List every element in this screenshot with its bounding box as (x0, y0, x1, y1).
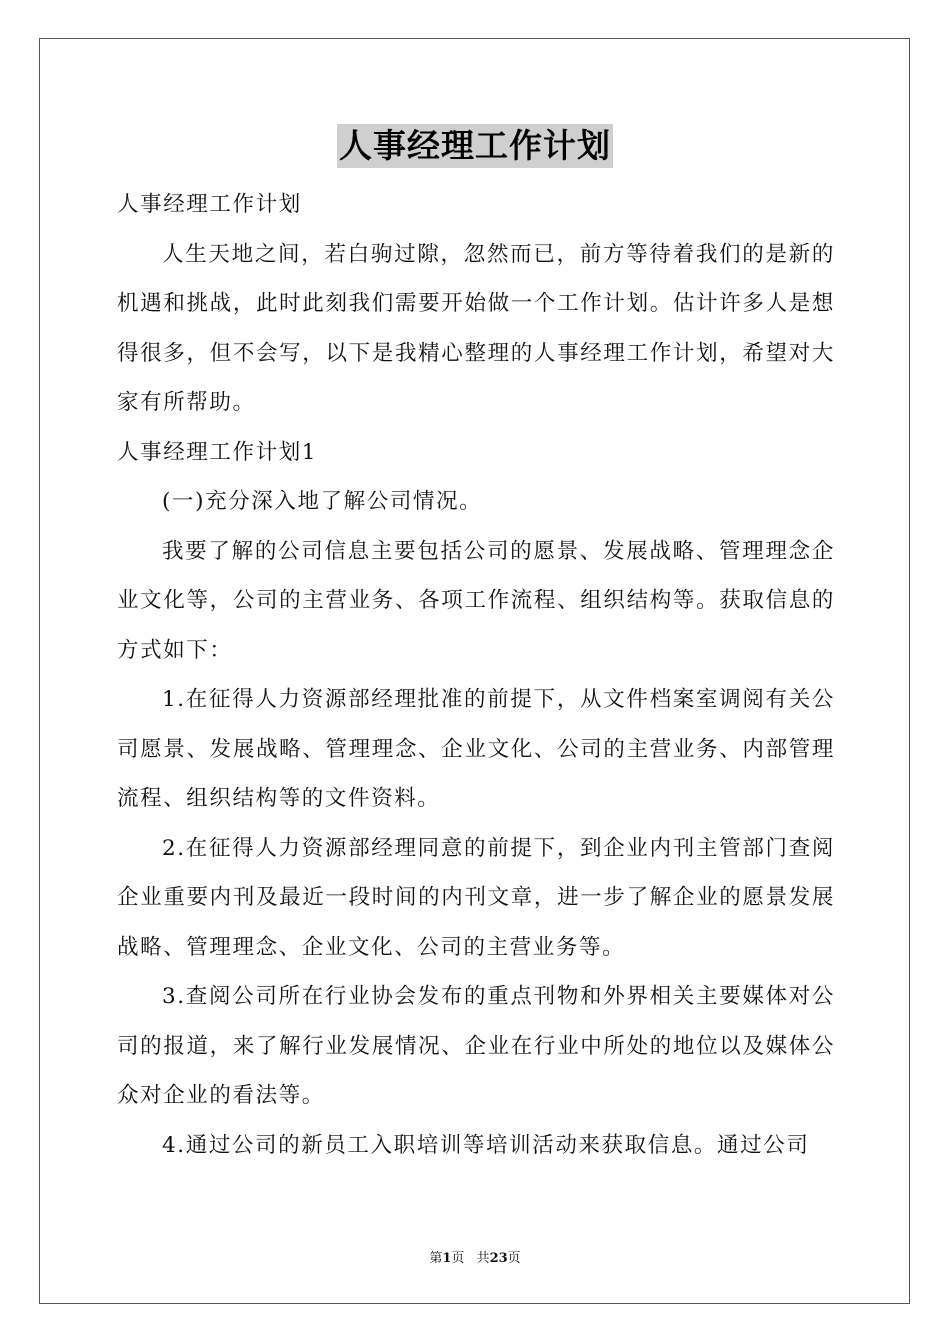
section-heading: 人事经理工作计划1 (117, 439, 318, 465)
section-heading: 人事经理工作计划 (117, 192, 302, 217)
document-title: 人事经理工作计划 (337, 124, 613, 168)
page-prefix: 第 (429, 1251, 443, 1266)
title-container (0, 124, 950, 168)
total-prefix: 共 (476, 1251, 490, 1266)
total-pages: 23 (489, 1251, 508, 1266)
document-body (117, 180, 835, 1170)
body-paragraph: 2.在征得人力资源部经理同意的前提下，到企业内刊主管部门查阅企业重要内刊及最近一段时间的内刊文章，进一步了解企业的愿景发展战略、管理理念、企业文化、公司的主营业务等。 (117, 835, 835, 960)
body-paragraph: 人生天地之间，若白驹过隙，忽然而已，前方等待着我们的是新的机遇和挑战，此时此刻我们需要开始做一个工作计划。估计许多人是想得很多，但不会写，以下是我精心整理的人事经理工作计划，希望对大家有所帮助。 (117, 241, 835, 415)
page-suffix: 页 (451, 1251, 465, 1266)
total-pages-indicator (477, 1251, 521, 1266)
page-indicator (429, 1251, 464, 1266)
page-number: 1 (442, 1251, 452, 1266)
total-suffix: 页 (507, 1251, 521, 1266)
body-paragraph: 1.在征得人力资源部经理批准的前提下，从文件档案室调阅有关公司愿景、发展战略、管理理念、企业文化、公司的主营业务、内部管理流程、组织结构等的文件资料。 (117, 687, 835, 811)
body-paragraph: (一)充分深入地了解公司情况。 (162, 489, 483, 514)
body-paragraph: 4.通过公司的新员工入职培训等培训活动来获取信息。通过公司 (162, 1132, 810, 1158)
body-paragraph: 我要了解的公司信息主要包括公司的愿景、发展战略、管理理念企业文化等，公司的主营业务、各项工作流程、组织结构等。获取信息的方式如下： (117, 538, 835, 663)
page-footer (0, 1247, 950, 1266)
body-paragraph: 3.查阅公司所在行业协会发布的重点刊物和外界相关主要媒体对公司的报道，来了解行业发展情况、企业在行业中所处的地位以及媒体公众对企业的看法等。 (117, 984, 835, 1108)
